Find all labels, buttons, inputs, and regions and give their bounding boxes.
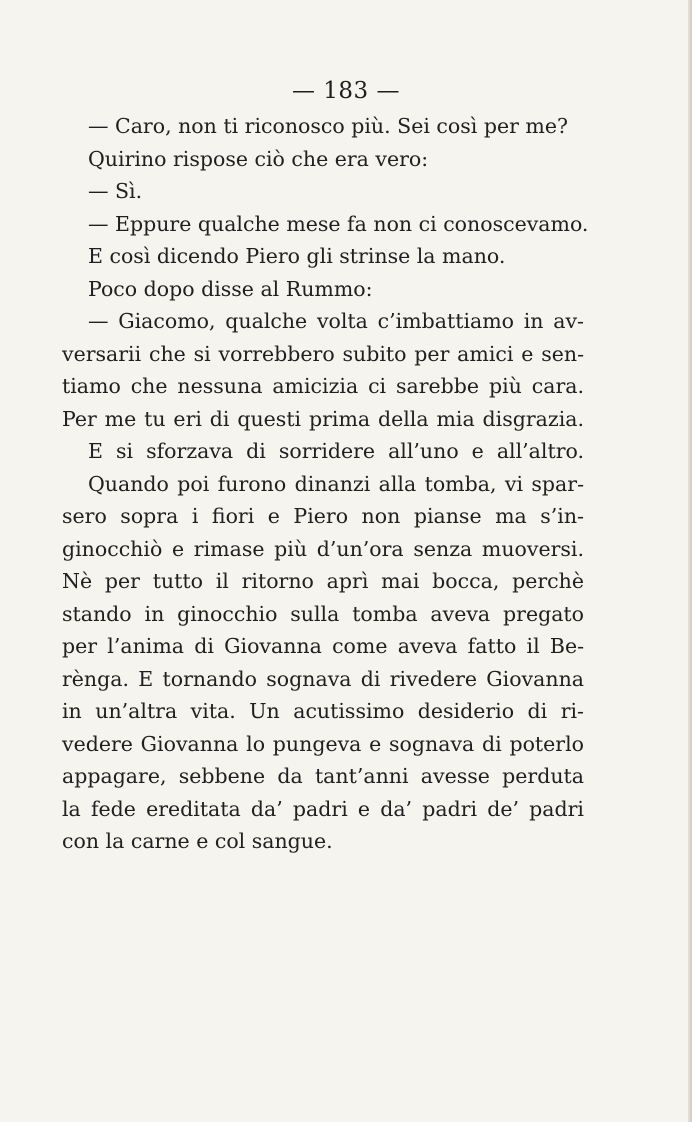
page-edge: [688, 0, 692, 1122]
text-line: Quando poi furono dinanzi alla tomba, vi spar-: [88, 471, 584, 496]
text-line: per l’anima di Giovanna come aveva fatto il Be-: [62, 634, 584, 658]
text-line: vedere Giovanna lo pungeva e sognava di poterlo: [62, 731, 584, 756]
text-line: sero sopra i fiori e Piero non pianse ma s’in-: [62, 504, 584, 528]
text-line: E così dicendo Piero gli strinse la mano.: [88, 244, 506, 268]
text-line: in un’altra vita. Un acutissimo desiderio di ri-: [62, 699, 584, 723]
page-number: — 183 —: [291, 78, 401, 104]
text-line: ginocchiò e rimase più d’un’ora senza muoversi.: [62, 536, 584, 561]
text-line: E si sforzava di sorridere all’uno e all’altro.: [88, 439, 584, 463]
text-line: Quirino rispose ciò che era vero:: [88, 146, 429, 171]
page-text: [62, 110, 589, 858]
text-line: con la carne e col sangue.: [62, 829, 333, 853]
text-line: versarii che si vorrebbero subito per amici e sen-: [62, 341, 584, 366]
text-line: stando in ginocchio sulla tomba aveva pregato: [62, 601, 584, 626]
text-line: la fede ereditata da’ padri e da’ padri de’ padri: [62, 796, 584, 821]
text-line: — Giacomo, qualche volta c’imbattiamo in av-: [88, 309, 584, 333]
text-line: — Caro, non ti riconosco più. Sei così per me?: [88, 114, 568, 138]
text-line: Poco dopo disse al Rummo:: [88, 276, 373, 301]
text-line: Per me tu eri di questi prima della mia disgrazia.: [62, 406, 584, 431]
text-line: — Eppure qualche mese fa non ci conoscevamo.: [88, 211, 589, 236]
text-line: — Sì.: [88, 179, 143, 203]
text-line: Nè per tutto il ritorno aprì mai bocca, perchè: [62, 569, 584, 593]
text-line: appagare, sebbene da tant’anni avesse perduta: [62, 764, 584, 788]
text-line: tiamo che nessuna amicizia ci sarebbe più cara.: [62, 374, 584, 398]
text-line: rènga. E tornando sognava di rivedere Giovanna: [62, 666, 584, 691]
